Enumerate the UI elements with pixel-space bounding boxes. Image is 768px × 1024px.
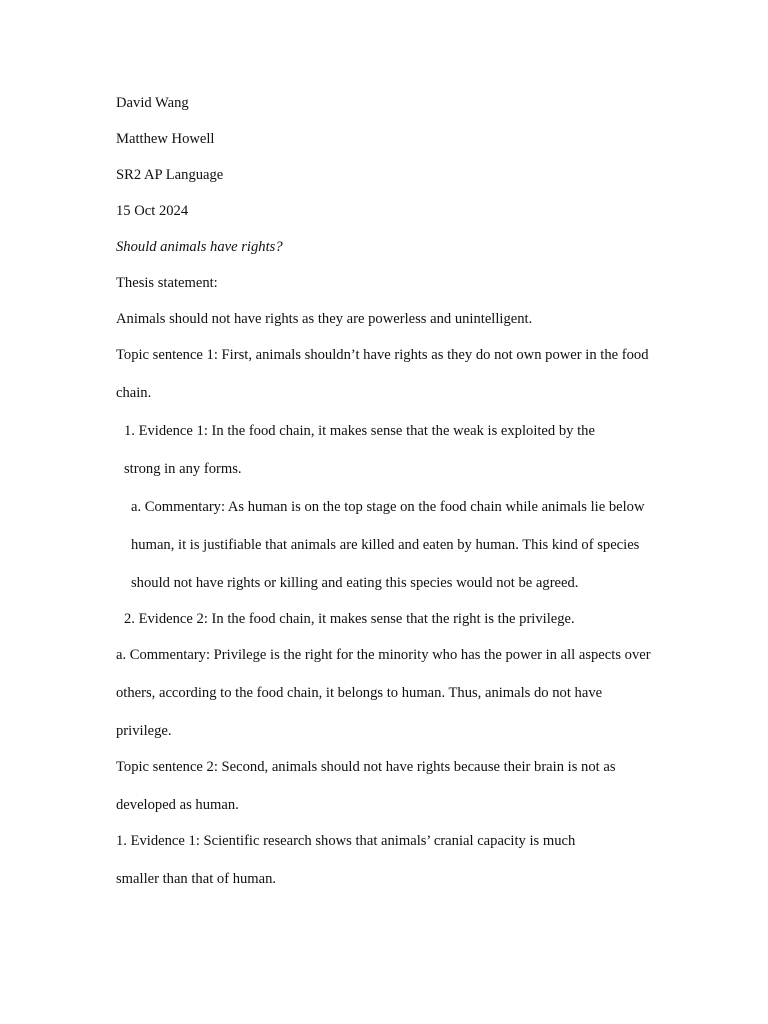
topic1-evidence-2: 2. Evidence 2: In the food chain, it makes sense that the right is the privilege. — [124, 611, 575, 627]
topic1-commentary-2: a. Commentary: Privilege is the right for the minority who has the power in all aspects over others, according to the food chain, it belongs to human. Thus, animals do not have privilege. — [116, 647, 651, 739]
thesis-text: Animals should not have rights as they are powerless and unintelligent. — [116, 311, 533, 327]
thesis-label: Thesis statement: — [116, 275, 218, 291]
document-body — [116, 94, 661, 898]
student-name: David Wang — [116, 95, 189, 111]
course-name: SR2 AP Language — [116, 167, 224, 183]
teacher-name: Matthew Howell — [116, 131, 215, 147]
document-date: 15 Oct 2024 — [116, 203, 189, 219]
topic-sentence-1: Topic sentence 1: First, animals shouldn’t have rights as they do not own power in the food chain. — [116, 347, 649, 401]
topic2-evidence-1: 1. Evidence 1: Scientific research shows that animals’ cranial capacity is much smaller than that of human. — [116, 833, 576, 887]
document-title: Should animals have rights? — [116, 239, 283, 255]
topic1-evidence-1: 1. Evidence 1: In the food chain, it makes sense that the weak is exploited by the strong in any forms. — [124, 423, 595, 477]
topic1-commentary-1: a. Commentary: As human is on the top stage on the food chain while animals lie below human, it is justifiable that animals are killed and eaten by human. This kind of species should not have rights or killing and eating this species would not be agreed. — [131, 499, 645, 591]
topic-sentence-2: Topic sentence 2: Second, animals should not have rights because their brain is not as developed as human. — [116, 759, 616, 813]
